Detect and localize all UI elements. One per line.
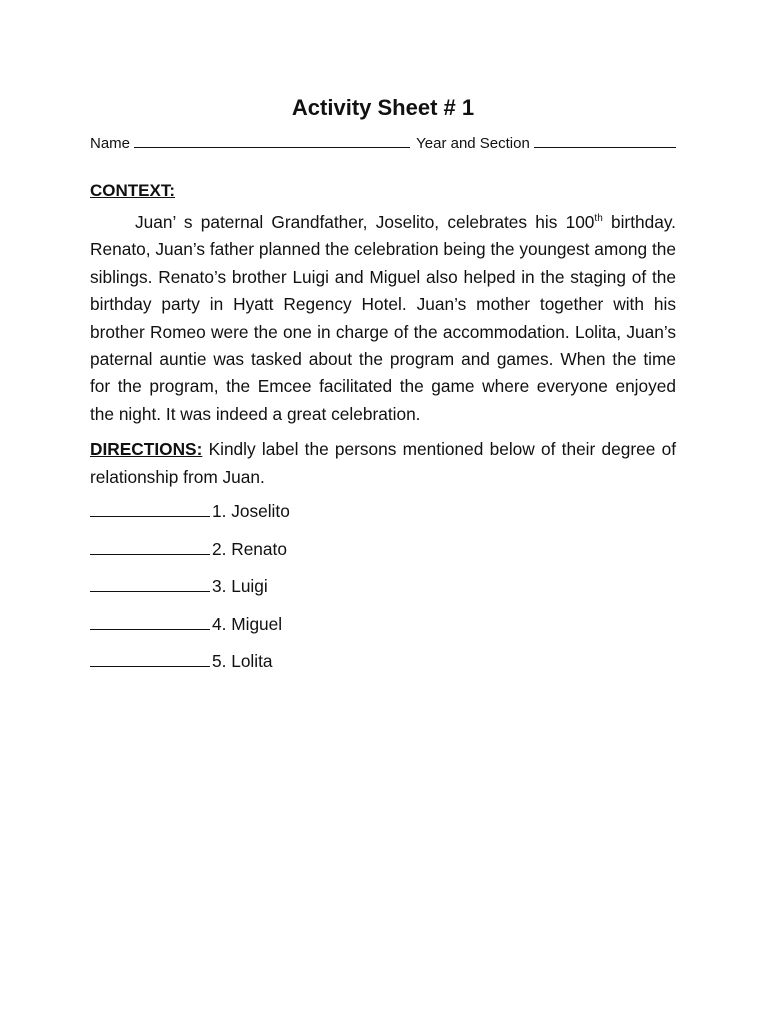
student-info-line [90,133,676,155]
item-label: 2. Renato [212,538,287,559]
context-text-part-1: Juan’ s paternal Grandfather, Joselito, celebrates his 100 [135,212,595,232]
item-label: 5. Lolita [212,651,273,672]
answer-list [90,499,676,673]
year-section-label: Year and Section [416,135,530,152]
name-label: Name [90,135,131,152]
answer-blank[interactable] [90,540,210,555]
context-heading: CONTEXT: [90,181,175,200]
directions-text: Kindly label the persons mentioned below of their degree of relationship from Juan. [90,439,676,487]
name-field-group [90,133,410,155]
ordinal-superscript: th [594,213,603,225]
item-label: 1. Joselito [212,501,290,522]
year-section-field-group [416,133,676,155]
list-item [90,612,676,636]
item-label: 3. Luigi [212,576,268,597]
answer-blank[interactable] [90,577,210,592]
year-section-blank[interactable] [534,134,676,148]
context-paragraph [90,209,676,428]
list-item [90,649,676,673]
page-title: Activity Sheet # 1 [291,95,475,120]
answer-blank[interactable] [90,652,210,667]
context-text-part-2: birthday. Renato, Juan’s father planned the celebration being the youngest among the siblings. Renato’s brother Luigi and Miguel also helped in the staging of the birthday party in Hyatt Regency Hotel. Juan’s mother together with his brother Romeo were the one in charge of the accommodation. Lolita, Juan’s paternal auntie was tasked about the program and games. When the time for the program, the Emcee facilitated the game where everyone enjoyed the night. It was indeed a great celebration. [90,212,676,424]
answer-blank[interactable] [90,502,210,517]
list-item [90,537,676,561]
directions-paragraph [90,436,676,491]
answer-blank[interactable] [90,615,210,630]
list-item [90,499,676,523]
activity-sheet [90,92,676,687]
directions-label: DIRECTIONS: [90,439,203,460]
list-item [90,574,676,598]
name-blank[interactable] [134,134,410,148]
item-label: 4. Miguel [212,613,283,634]
